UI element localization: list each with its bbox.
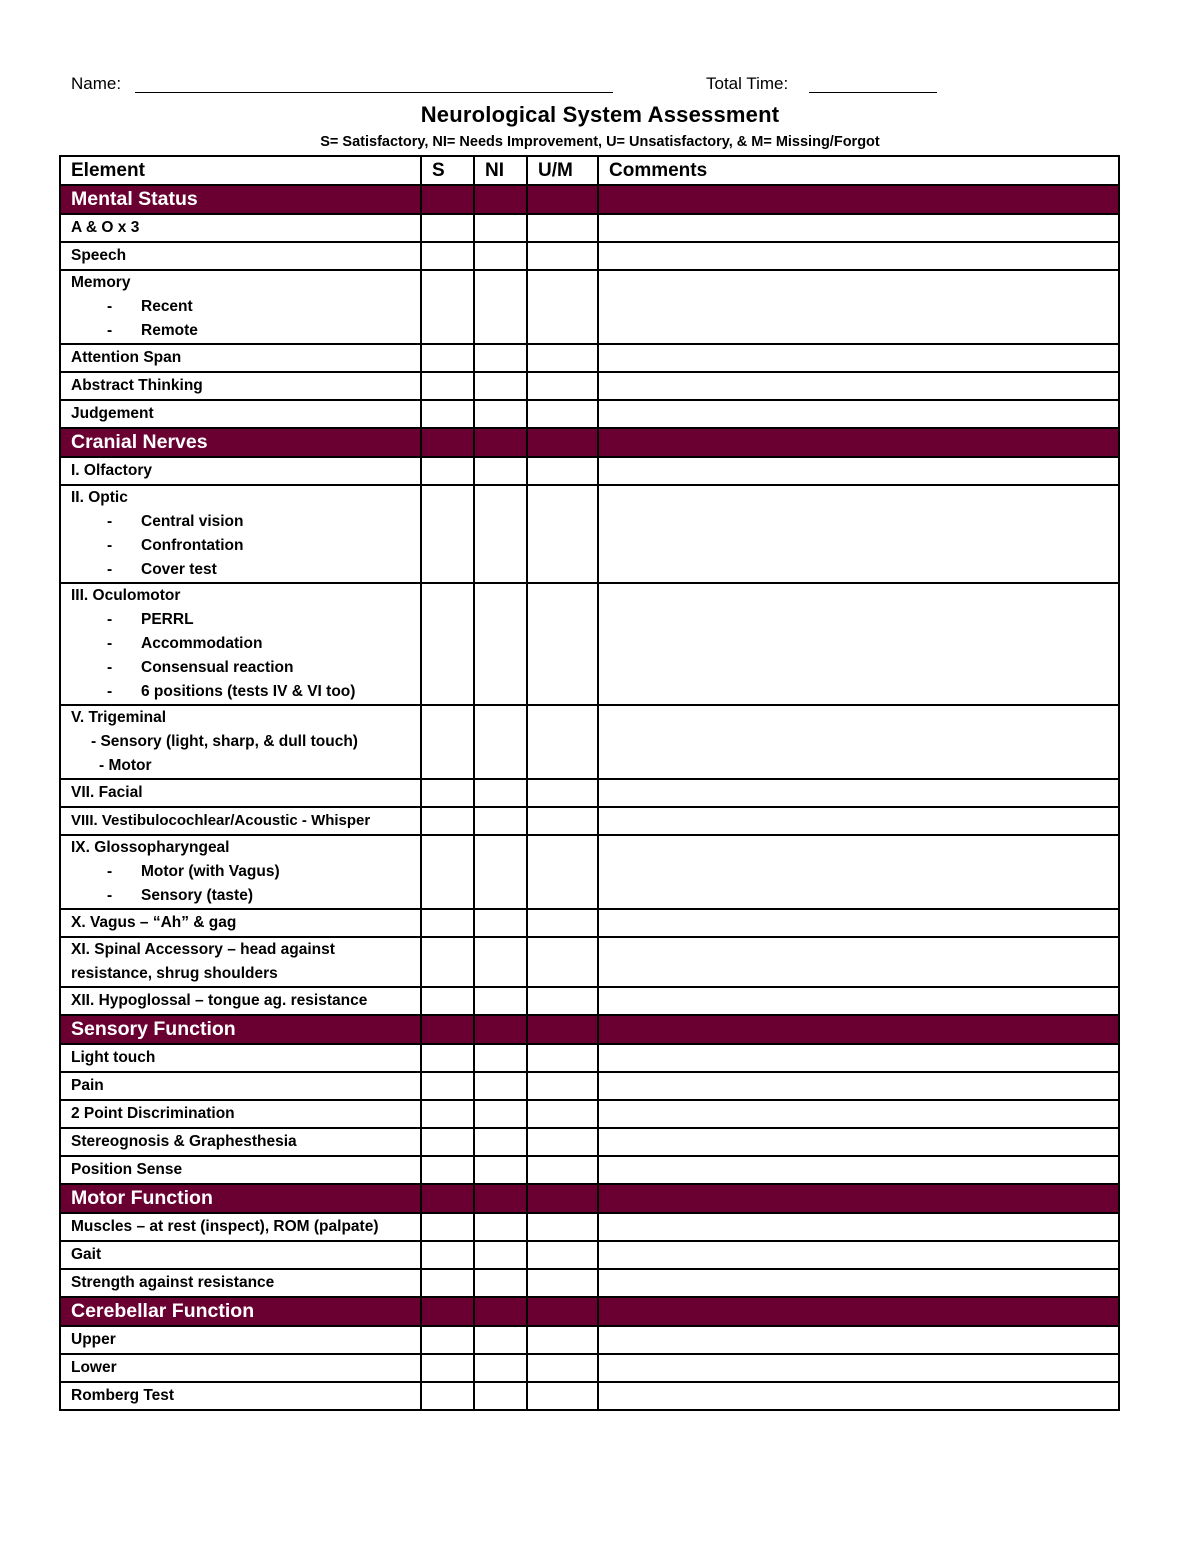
um-cell[interactable] <box>527 1354 598 1382</box>
s-cell[interactable] <box>421 457 474 485</box>
s-cell[interactable] <box>421 1100 474 1128</box>
s-cell[interactable] <box>421 270 474 344</box>
table-row <box>60 835 1119 909</box>
dash: - <box>107 659 113 676</box>
element-cell <box>60 485 421 583</box>
table-row <box>60 270 1119 344</box>
sub-item-label: Sensory (taste) <box>141 887 253 904</box>
comments-cell[interactable] <box>598 909 1119 937</box>
element-label: XII. Hypoglossal – tongue ag. resistance <box>60 987 421 1015</box>
s-cell[interactable] <box>421 1354 474 1382</box>
table-row <box>60 1354 1119 1382</box>
page-title: Neurological System Assessment <box>420 102 780 127</box>
comments-cell[interactable] <box>598 583 1119 705</box>
s-cell[interactable] <box>421 1241 474 1269</box>
sub-item <box>71 534 410 558</box>
section-row-sensory-function <box>60 1015 1119 1044</box>
um-cell[interactable] <box>527 1269 598 1297</box>
table-row <box>60 1044 1119 1072</box>
um-cell[interactable] <box>527 457 598 485</box>
name-label: Name: <box>71 74 122 93</box>
element-label: Strength against resistance <box>60 1269 421 1297</box>
ni-cell[interactable] <box>474 1354 527 1382</box>
ni-cell[interactable] <box>474 485 527 583</box>
table-row <box>60 1241 1119 1269</box>
rating-legend: S= Satisfactory, NI= Needs Improvement, U= Unsatisfactory, & M= Missing/Forgot <box>320 134 880 150</box>
table-row <box>60 344 1119 372</box>
element-label: Romberg Test <box>60 1382 421 1410</box>
comments-cell[interactable] <box>598 1213 1119 1241</box>
table-row <box>60 1072 1119 1100</box>
ni-cell[interactable] <box>474 705 527 779</box>
dash: - <box>107 635 113 652</box>
um-cell[interactable] <box>527 1044 598 1072</box>
um-cell[interactable] <box>527 987 598 1015</box>
s-cell[interactable] <box>421 485 474 583</box>
s-cell[interactable] <box>421 909 474 937</box>
dash: - <box>107 537 113 554</box>
comments-cell[interactable] <box>598 1044 1119 1072</box>
comments-cell[interactable] <box>598 1241 1119 1269</box>
um-cell[interactable] <box>527 1128 598 1156</box>
comments-cell[interactable] <box>598 1382 1119 1410</box>
um-cell[interactable] <box>527 242 598 270</box>
ni-cell[interactable] <box>474 1156 527 1184</box>
element-label: Upper <box>60 1326 421 1354</box>
s-cell[interactable] <box>421 400 474 428</box>
table-row <box>60 779 1119 807</box>
um-cell[interactable] <box>527 214 598 242</box>
sub-item-label: - Motor <box>99 757 152 774</box>
um-cell[interactable] <box>527 835 598 909</box>
sub-item-label: Central vision <box>141 513 244 530</box>
s-cell[interactable] <box>421 987 474 1015</box>
table-row <box>60 485 1119 583</box>
sub-item-label: Remote <box>141 322 198 339</box>
dash: - <box>107 322 113 339</box>
ni-cell[interactable] <box>474 270 527 344</box>
um-cell[interactable] <box>527 807 598 835</box>
table-row <box>60 1128 1119 1156</box>
um-cell[interactable] <box>527 1100 598 1128</box>
dash: - <box>107 887 113 904</box>
ni-cell[interactable] <box>474 987 527 1015</box>
section-label: Sensory Function <box>60 1015 421 1044</box>
element-label: VII. Facial <box>60 779 421 807</box>
sub-item <box>71 558 410 582</box>
ni-cell[interactable] <box>474 242 527 270</box>
comments-cell[interactable] <box>598 457 1119 485</box>
ni-cell[interactable] <box>474 583 527 705</box>
element-label: Gait <box>60 1241 421 1269</box>
element-cell <box>60 705 421 779</box>
section-row-cerebellar-function <box>60 1297 1119 1326</box>
element-cell <box>60 583 421 705</box>
um-cell[interactable] <box>527 583 598 705</box>
ni-cell[interactable] <box>474 400 527 428</box>
comments-cell[interactable] <box>598 1269 1119 1297</box>
sub-item-label: Consensual reaction <box>141 659 294 676</box>
comments-cell[interactable] <box>598 705 1119 779</box>
um-cell[interactable] <box>527 344 598 372</box>
sub-item <box>71 632 410 656</box>
sub-item <box>71 608 410 632</box>
ni-cell[interactable] <box>474 344 527 372</box>
um-cell[interactable] <box>527 372 598 400</box>
element-label: X. Vagus – “Ah” & gag <box>60 909 421 937</box>
element-label: III. Oculomotor <box>71 587 181 604</box>
sub-item-label: 6 positions (tests IV & VI too) <box>141 683 356 700</box>
element-label: Stereognosis & Graphesthesia <box>60 1128 421 1156</box>
element-label: Memory <box>71 274 131 291</box>
s-cell[interactable] <box>421 937 474 987</box>
s-cell[interactable] <box>421 1382 474 1410</box>
column-header-element: Element <box>60 156 421 185</box>
ni-cell[interactable] <box>474 1100 527 1128</box>
sub-item <box>71 510 410 534</box>
comments-cell[interactable] <box>598 1100 1119 1128</box>
s-cell[interactable] <box>421 1044 474 1072</box>
section-row-motor-function <box>60 1184 1119 1213</box>
table-row <box>60 400 1119 428</box>
comments-cell[interactable] <box>598 987 1119 1015</box>
section-label: Cerebellar Function <box>60 1297 421 1326</box>
element-label: V. Trigeminal <box>71 709 167 726</box>
element-label: Judgement <box>60 400 421 428</box>
ni-cell[interactable] <box>474 909 527 937</box>
s-cell[interactable] <box>421 214 474 242</box>
sub-item-label: Motor (with Vagus) <box>141 863 280 880</box>
table-row <box>60 1269 1119 1297</box>
table-row <box>60 457 1119 485</box>
element-label: I. Olfactory <box>60 457 421 485</box>
ni-cell[interactable] <box>474 1241 527 1269</box>
section-row-mental-status <box>60 185 1119 214</box>
comments-cell[interactable] <box>598 270 1119 344</box>
table-row <box>60 705 1119 779</box>
table-row <box>60 1156 1119 1184</box>
sub-item <box>71 319 410 343</box>
column-header-s: S <box>421 156 474 185</box>
comments-cell[interactable] <box>598 214 1119 242</box>
comments-cell[interactable] <box>598 1354 1119 1382</box>
dash: - <box>107 683 113 700</box>
dash: - <box>107 561 113 578</box>
um-cell[interactable] <box>527 485 598 583</box>
element-label: II. Optic <box>71 489 128 506</box>
ni-cell[interactable] <box>474 457 527 485</box>
column-header-ni: NI <box>474 156 527 185</box>
section-label: Motor Function <box>60 1184 421 1213</box>
section-label: Mental Status <box>60 185 421 214</box>
um-cell[interactable] <box>527 937 598 987</box>
element-label: Abstract Thinking <box>60 372 421 400</box>
um-cell[interactable] <box>527 1241 598 1269</box>
assessment-table <box>59 155 1120 1411</box>
um-cell[interactable] <box>527 1156 598 1184</box>
ni-cell[interactable] <box>474 835 527 909</box>
comments-cell[interactable] <box>598 1326 1119 1354</box>
um-cell[interactable] <box>527 400 598 428</box>
name-field[interactable] <box>135 92 613 93</box>
sub-item <box>71 295 410 319</box>
element-label: VIII. Vestibulocochlear/Acoustic - Whisper <box>60 807 421 835</box>
um-cell[interactable] <box>527 705 598 779</box>
um-cell[interactable] <box>527 270 598 344</box>
sub-item <box>71 680 410 704</box>
table-row <box>60 1382 1119 1410</box>
s-cell[interactable] <box>421 835 474 909</box>
comments-cell[interactable] <box>598 400 1119 428</box>
comments-cell[interactable] <box>598 1156 1119 1184</box>
element-cell <box>60 835 421 909</box>
element-label: 2 Point Discrimination <box>60 1100 421 1128</box>
comments-cell[interactable] <box>598 937 1119 987</box>
sub-item <box>71 860 410 884</box>
um-cell[interactable] <box>527 1382 598 1410</box>
s-cell[interactable] <box>421 1072 474 1100</box>
element-label: Muscles – at rest (inspect), ROM (palpate) <box>60 1213 421 1241</box>
ni-cell[interactable] <box>474 1072 527 1100</box>
comments-cell[interactable] <box>598 242 1119 270</box>
ni-cell[interactable] <box>474 807 527 835</box>
s-cell[interactable] <box>421 1128 474 1156</box>
um-cell[interactable] <box>527 1072 598 1100</box>
ni-cell[interactable] <box>474 937 527 987</box>
comments-cell[interactable] <box>598 485 1119 583</box>
table-row <box>60 583 1119 705</box>
dash: - <box>107 611 113 628</box>
table-header-row <box>60 156 1119 185</box>
table-row <box>60 807 1119 835</box>
element-label: A & O x 3 <box>60 214 421 242</box>
sub-item <box>71 884 410 908</box>
column-header-um: U/M <box>527 156 598 185</box>
comments-cell[interactable] <box>598 344 1119 372</box>
element-label: Attention Span <box>60 344 421 372</box>
table-row <box>60 242 1119 270</box>
column-header-comments: Comments <box>598 156 1119 185</box>
s-cell[interactable] <box>421 807 474 835</box>
table-row <box>60 909 1119 937</box>
s-cell[interactable] <box>421 372 474 400</box>
sub-item-label: Recent <box>141 298 193 315</box>
element-label: Light touch <box>60 1044 421 1072</box>
element-label: Lower <box>60 1354 421 1382</box>
sub-item-label: Accommodation <box>141 635 263 652</box>
element-label: XI. Spinal Accessory – head against resistance, shrug shoulders <box>60 937 421 987</box>
table-row <box>60 1213 1119 1241</box>
comments-cell[interactable] <box>598 779 1119 807</box>
s-cell[interactable] <box>421 1156 474 1184</box>
table-row <box>60 1326 1119 1354</box>
s-cell[interactable] <box>421 583 474 705</box>
dash: - <box>107 863 113 880</box>
section-row-cranial-nerves <box>60 428 1119 457</box>
element-cell <box>60 270 421 344</box>
ni-cell[interactable] <box>474 1128 527 1156</box>
ni-cell[interactable] <box>474 1213 527 1241</box>
um-cell[interactable] <box>527 1326 598 1354</box>
um-cell[interactable] <box>527 909 598 937</box>
table-row <box>60 937 1119 987</box>
comments-cell[interactable] <box>598 1072 1119 1100</box>
comments-cell[interactable] <box>598 807 1119 835</box>
um-cell[interactable] <box>527 1213 598 1241</box>
ni-cell[interactable] <box>474 214 527 242</box>
ni-cell[interactable] <box>474 1269 527 1297</box>
sub-item-label: Confrontation <box>141 537 244 554</box>
sub-item-label: Cover test <box>141 561 217 578</box>
s-cell[interactable] <box>421 1326 474 1354</box>
table-row <box>60 372 1119 400</box>
table-row <box>60 987 1119 1015</box>
s-cell[interactable] <box>421 242 474 270</box>
sub-item-label: - Sensory (light, sharp, & dull touch) <box>91 733 358 750</box>
table-row <box>60 214 1119 242</box>
comments-cell[interactable] <box>598 1128 1119 1156</box>
element-label: IX. Glossopharyngeal <box>71 839 230 856</box>
table-row <box>60 1100 1119 1128</box>
s-cell[interactable] <box>421 1213 474 1241</box>
element-label: Pain <box>60 1072 421 1100</box>
ni-cell[interactable] <box>474 1326 527 1354</box>
ni-cell[interactable] <box>474 1382 527 1410</box>
comments-cell[interactable] <box>598 372 1119 400</box>
total-time-label: Total Time: <box>706 74 789 93</box>
sub-item-label: PERRL <box>141 611 194 628</box>
comments-cell[interactable] <box>598 835 1119 909</box>
element-label: Speech <box>60 242 421 270</box>
um-cell[interactable] <box>527 779 598 807</box>
ni-cell[interactable] <box>474 1044 527 1072</box>
dash: - <box>107 513 113 530</box>
element-label: Position Sense <box>60 1156 421 1184</box>
ni-cell[interactable] <box>474 779 527 807</box>
total-time-field[interactable] <box>809 92 937 93</box>
sub-item <box>71 656 410 680</box>
name-time-row <box>71 74 941 100</box>
s-cell[interactable] <box>421 705 474 779</box>
dash: - <box>107 298 113 315</box>
s-cell[interactable] <box>421 1269 474 1297</box>
section-label: Cranial Nerves <box>60 428 421 457</box>
s-cell[interactable] <box>421 779 474 807</box>
ni-cell[interactable] <box>474 372 527 400</box>
s-cell[interactable] <box>421 344 474 372</box>
